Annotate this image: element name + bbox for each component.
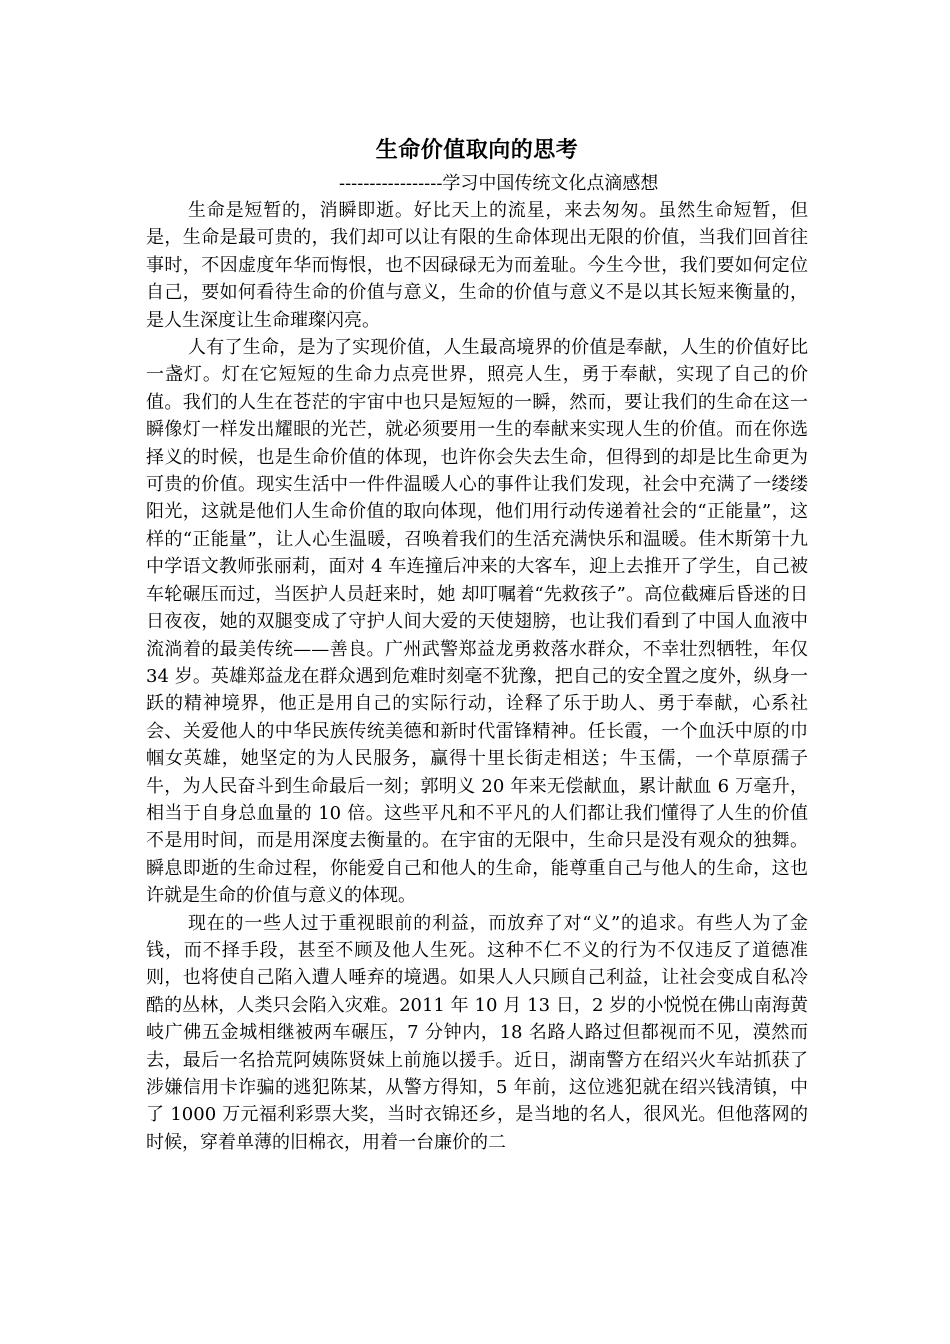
paragraph-3: 现在的一些人过于重视眼前的利益，而放弃了对“义”的追求。有些人为了金钱，而不择手段，甚至不顾及他人生死。这种不仁不义的行为不仅违反了道德准则，也将使自己陷入遭人唾弃的境遇。如果人人只顾自己利益，让社会变成自私冷酷的丛林，人类只会陷入灾难。2011 年 10 月 13 日，2 岁的小悦悦在佛山南海黄岐广佛五金城相继被两车碾压，7 分钟内，18 名路人路过但都视而不见，漠然而去，最后一名拾荒阿姨陈贤妹上前施以援手。近日，湖南警方在绍兴火车站抓获了涉嫌信用卡诈骗的逃犯陈某，从警方得知，5 年前，这位逃犯就在绍兴钱清镇，中了 1000 万元福利彩票大奖，当时衣锦还乡，是当地的名人，很风光。但他落网的时候，穿着单薄的旧棉衣，用着一台廉价的二 — [146, 912, 808, 1153]
document-subtitle: -----------------学习中国传统文化点滴感想 — [339, 173, 659, 194]
document-title: 生命价值取向的思考 — [375, 137, 579, 163]
paragraph-2: 人有了生命，是为了实现价值，人生最高境界的价值是奉献，人生的价值好比一盏灯。灯在它短短的生命力点亮世界，照亮人生，勇于奉献，实现了自己的价值。我们的人生在苍茫的宇宙中也只是短短的一瞬，然而，要让我们的生命在这一瞬像灯一样发出耀眼的光芒，就必须要用一生的奉献来实现人生的价值。而在你选择义的时候，也是生命价值的体现，也许你会失去生命，但得到的却是比生命更为可贵的价值。现实生活中一件件温暖人心的事件让我们发现，社会中充满了一缕缕阳光，这就是他们人生命价值的取向体现，他们用行动传递着社会的“正能量”，这样的“正能量”，让人心生温暖，召唤着我们的生活充满快乐和温暖。佳木斯第十九中学语文教师张丽莉，面对 4 车连撞后冲来的大客车，迎上去推开了学生，自己被车轮碾压而过，当医护人员赶来时，她 却叮嘱着“先救孩子”。高位截瘫后昏迷的日日夜夜，她的双腿变成了守护人间大爱的天使翅膀，也让我们看到了中国人血液中流淌着的最美传统——善良。广州武警郑益龙勇救落水群众，不幸壮烈牺牲，年仅 34 岁。英雄郑益龙在群众遇到危难时刻毫不犹豫，把自己的安全置之度外，纵身一跃的精神境界，他正是用自己的实际行动，诠释了乐于助人、勇于奉献，心系社会、关爱他人的中华民族传统美德和新时代雷锋精神。任长霞，一个血沃中原的巾帼女英雄，她坚定的为人民服务，赢得十里长街走相送；牛玉儒，一个草原孺子牛，为人民奋斗到生命最后一刻；郭明义 20 年来无偿献血，累计献血 6 万毫升，相当于自身总血量的 10 倍。这些平凡和不平凡的人们都让我们懂得了人生的价值不是用时间，而是用深度去衡量的。在宇宙的无限中，生命只是没有观众的独舞。瞬息即逝的生命过程，你能爱自己和他人的生命，能尊重自己与他人的生命，这也许就是生命的价值与意义的体现。 — [146, 337, 808, 907]
paragraph-1: 生命是短暂的，消瞬即逝。好比天上的流星，来去匆匆。虽然生命短暂，但是，生命是最可贵的，我们却可以让有限的生命体现出无限的价值，当我们回首往事时，不因虚度年华而悔恨，也不因碌碌无为而羞耻。今生今世，我们要如何定位自己，要如何看待生命的价值与意义，生命的价值与意义不是以其长短来衡量的，是人生深度让生命璀璨闪亮。 — [146, 200, 808, 331]
document-page — [146, 132, 808, 1156]
